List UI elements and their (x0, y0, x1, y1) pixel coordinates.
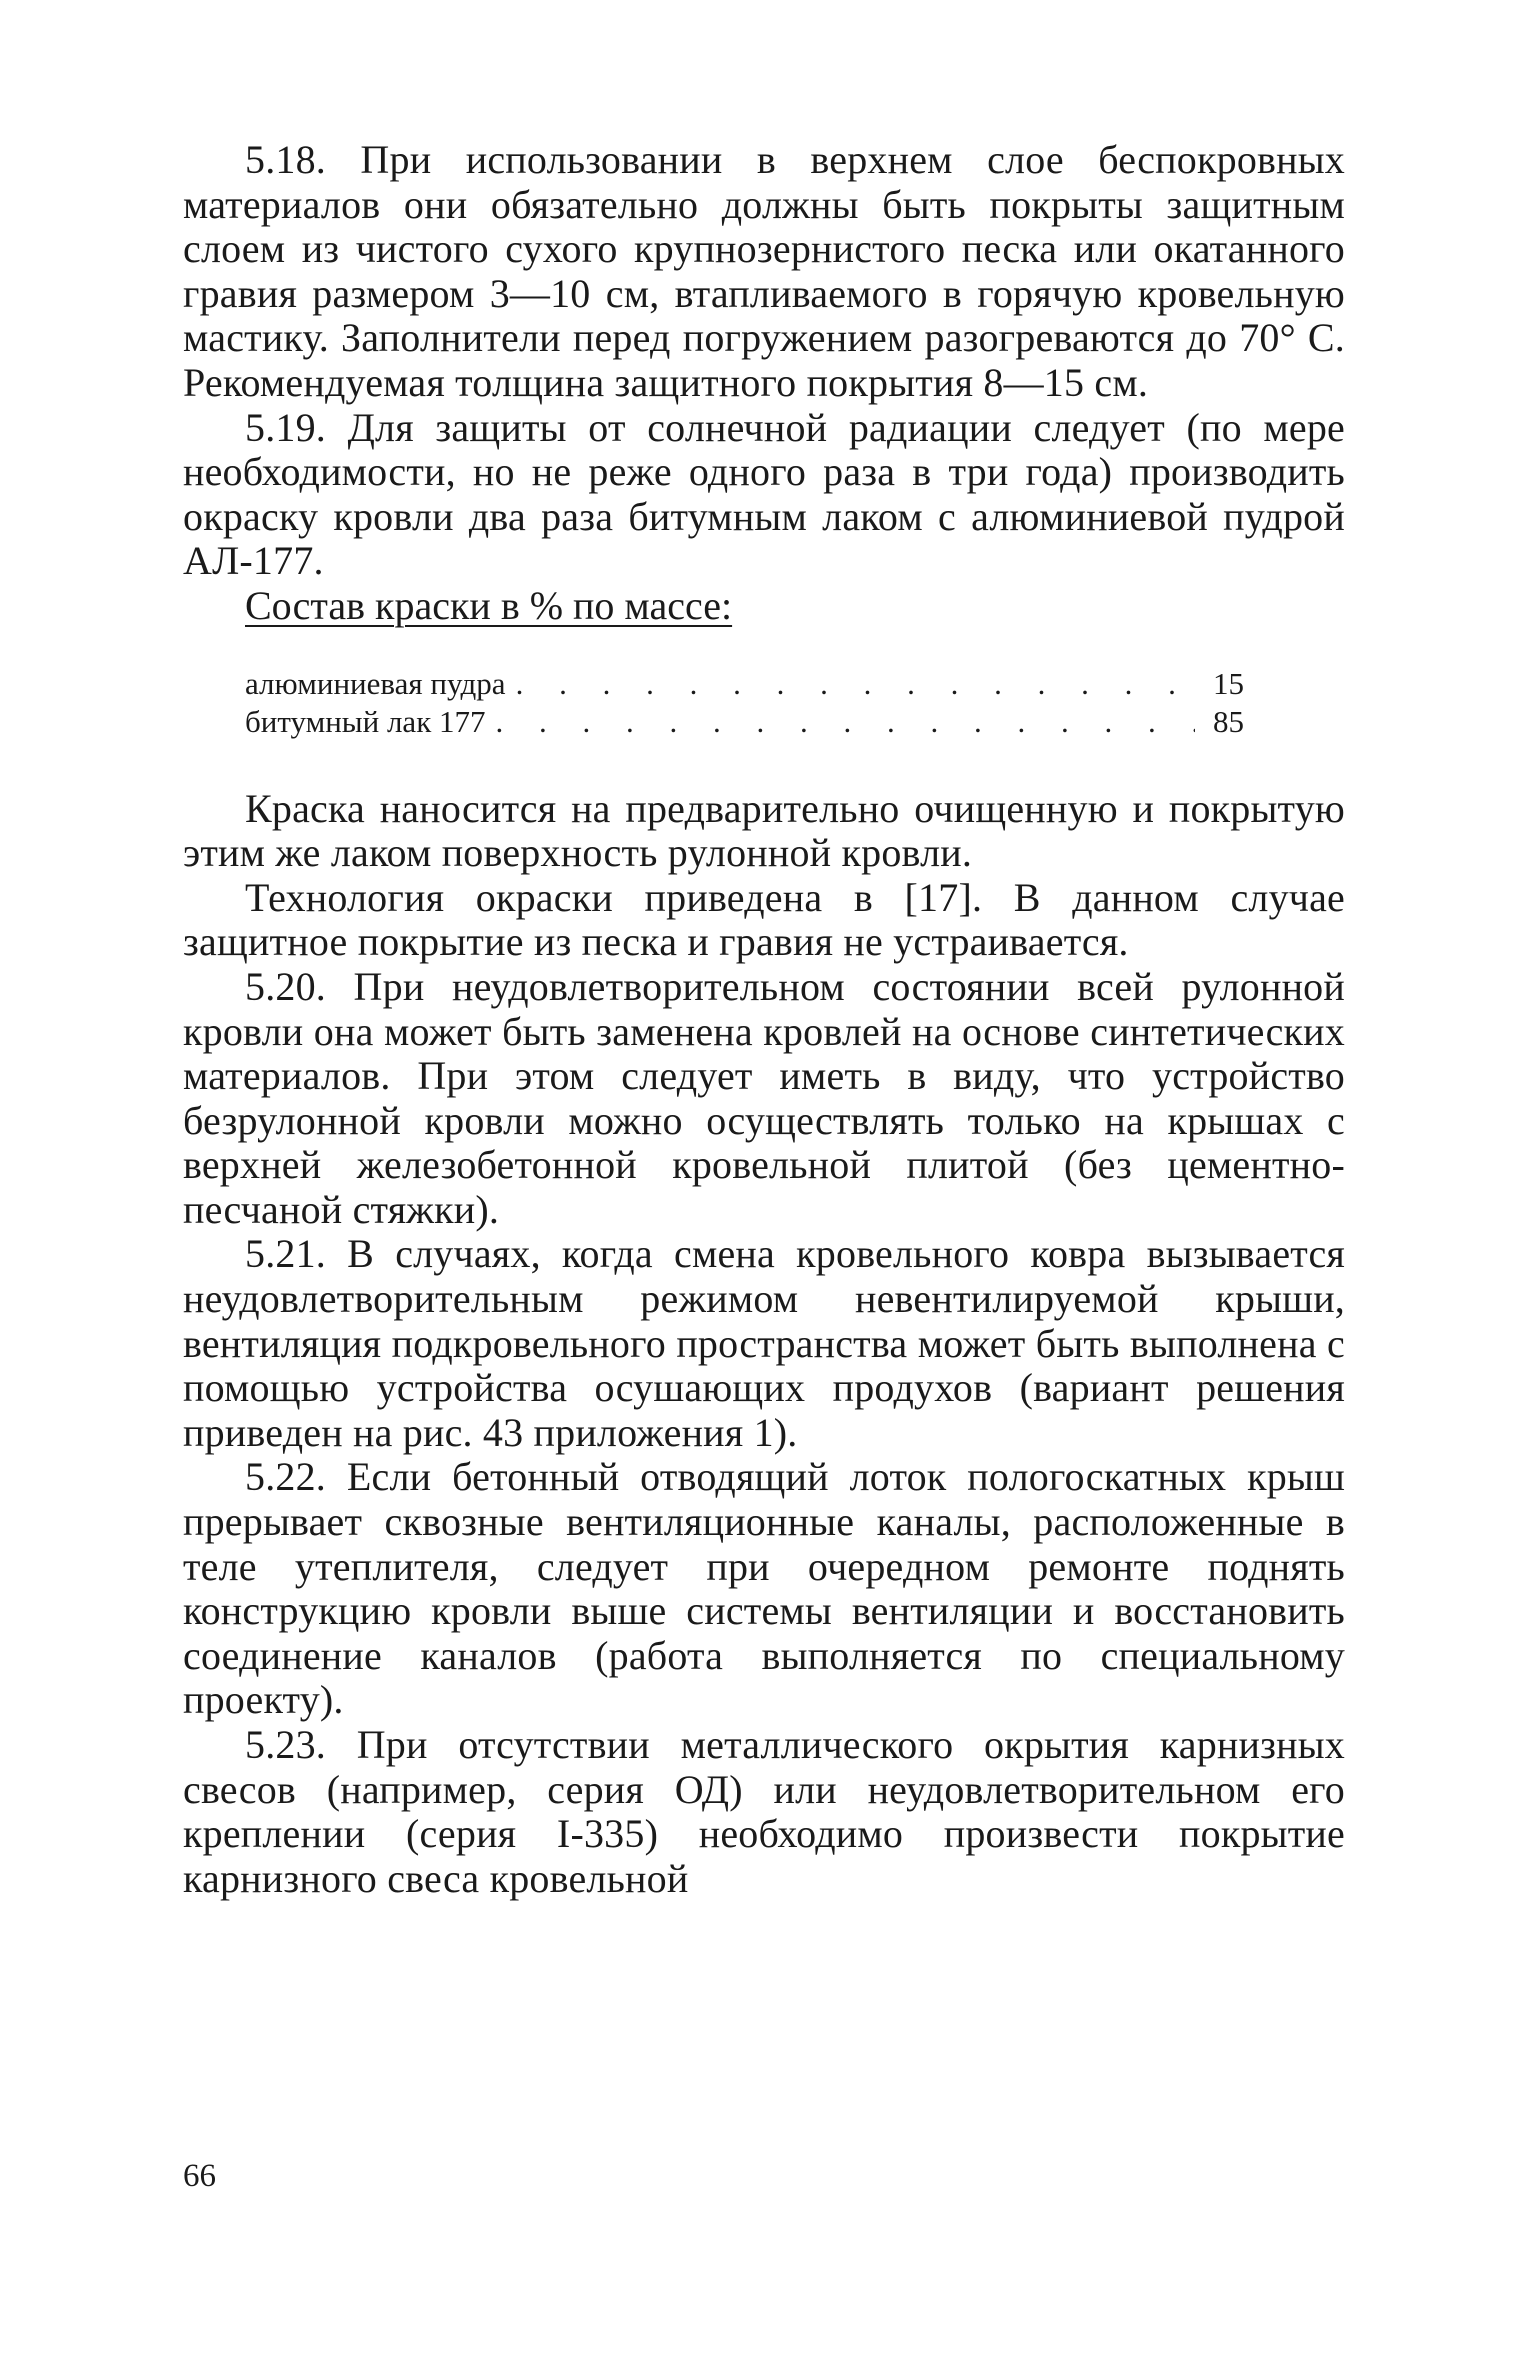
component-name: битумный лак 177 (245, 703, 486, 739)
component-value: 15 (1213, 665, 1244, 701)
table-row (245, 665, 1255, 703)
component-value: 85 (1213, 703, 1244, 739)
component-name: алюминиевая пудра (245, 665, 506, 701)
composition-heading-text: Состав краски в % по массе: (245, 582, 733, 628)
paragraph-5-19: 5.19. Для защиты от солнечной радиации следует (по мере необходимости, но не реже одного раза в три года) производить окраску кровли два раза битумным лаком с алюминиевой пудрой АЛ-177. (183, 404, 1345, 584)
paragraph-paint-technology: Технология окраски приведена в [17]. В данном случае защитное покрытие из песка и гравия не устраивается. (183, 874, 1345, 965)
page-body (183, 138, 1345, 1901)
paragraph-5-20: 5.20. При неудовлетворительном состоянии всей рулонной кровли она может быть заменена кровлей на основе синтетических материалов. При этом следует иметь в виду, что устройство безрулонной кровли можно осуществлять только на крышах с верхней железобетонной кровельной плитой (без цементно-песчаной стяжки). (183, 963, 1345, 1232)
paragraph-5-23: 5.23. При отсутствии металлического окрытия карнизных свесов (например, серия ОД) или неудовлетворительном его креплении (серия I-335) необходимо произвести покрытие карнизного свеса кровельной (183, 1722, 1345, 1901)
dot-leader (506, 665, 1195, 703)
paragraph-5-22: 5.22. Если бетонный отводящий лоток пологоскатных крыш прерывает сквозные вентиляционные каналы, расположенные в теле утеплителя, следует при очередном ремонте поднять конструкцию кровли выше системы вентиляции и восстановить соединение каналов (работа выполняется по специальному проекту). (183, 1454, 1345, 1723)
paragraph-5-18: 5.18. При использовании в верхнем слое беспокровных материалов они обязательно должны быть покрыты защитным слоем из чистого сухого крупнозернистого песка или окатанного гравия размером 3—10 см, втапливаемого в горячую кровельную мастику. Заполнители перед погружением разогреваются до 70° С. Рекомендуемая толщина защитного покрытия 8—15 см. (183, 137, 1345, 405)
dot-leader (486, 703, 1195, 741)
composition-heading (183, 584, 1345, 629)
table-row (245, 703, 1255, 741)
page-number: 66 (183, 2158, 216, 2194)
paragraph-paint-applied: Краска наносится на предварительно очищенную и покрытую этим же лаком поверхность рулонной кровли. (183, 785, 1345, 876)
composition-table (245, 665, 1255, 741)
paragraph-5-21: 5.21. В случаях, когда смена кровельного ковра вызывается неудовлетворительным режимом невентилируемой крыши, вентиляция подкровельного пространства может быть выполнена с помощью устройства осушающих продухов (вариант решения приведен на рис. 43 приложения 1). (183, 1231, 1345, 1455)
